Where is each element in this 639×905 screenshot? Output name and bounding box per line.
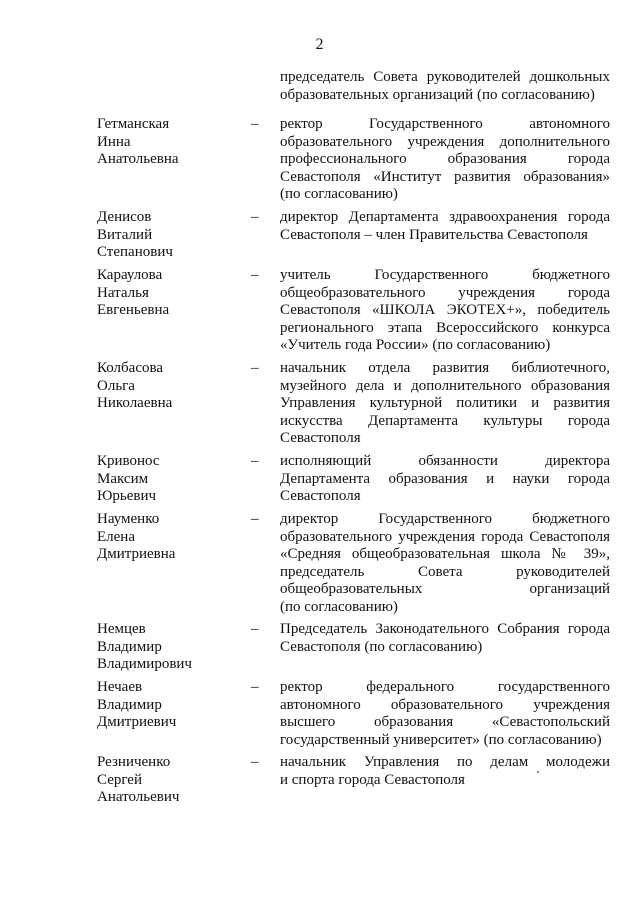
member-description-line: общеобразовательного учреждения города: [280, 284, 610, 301]
member-description-line: Председатель Законодательного Собрания города: [280, 621, 610, 637]
member-name-line: Максим: [97, 470, 149, 487]
member-name-line: Резниченко: [97, 754, 171, 770]
member-name-line: Евгеньевна: [97, 302, 170, 319]
member-name-line: Нечаев: [97, 679, 143, 695]
member-description-line: образовательного учреждения города Севастополя: [280, 528, 610, 545]
member-description-line: высшего образования «Севастопольский: [280, 714, 610, 731]
member-name: [97, 360, 242, 413]
member-description-line: учитель Государственного бюджетного: [280, 267, 610, 283]
member-name-line: Виталий: [97, 226, 153, 243]
member-dash: –: [251, 453, 259, 469]
member-dash: –: [251, 679, 259, 695]
member-name-line: Анатольевич: [97, 789, 180, 806]
member-name-line: Владимир: [97, 638, 162, 655]
member-description-line: Севастополя: [280, 430, 361, 447]
member-description-line: Департамента образования и науки города: [280, 470, 610, 487]
member-name: [97, 267, 242, 320]
member-description-line: Севастополя – член Правительства Севастополя: [280, 226, 588, 243]
member-description-line: профессионального образования города: [280, 151, 610, 168]
member-description: [280, 679, 610, 749]
member-name-line: Караулова: [97, 267, 163, 283]
member-description-line: «Средняя общеобразовательная школа № 39»,: [280, 546, 610, 563]
member-description-line: Севастополя «Институт развития образования»: [280, 168, 610, 185]
member-name-line: Степанович: [97, 244, 173, 261]
member-dash: –: [251, 209, 259, 225]
member-name: [97, 511, 242, 564]
member-name-line: Елена: [97, 528, 135, 545]
member-dash: –: [251, 754, 259, 770]
member-name-line: Ольга: [97, 377, 135, 394]
member-name-line: Наталья: [97, 284, 149, 301]
member-description: [280, 754, 610, 789]
member-name: [97, 209, 242, 262]
member-description-line: директор Государственного бюджетного: [280, 511, 610, 527]
member-name: [97, 116, 242, 169]
member-name-line: Науменко: [97, 511, 160, 527]
member-description-line: (по согласованию): [280, 598, 398, 615]
member-description-line: автономного образовательного учреждения: [280, 696, 610, 713]
page-number: 2: [315, 36, 324, 53]
member-description-line: Управления культурной политики и развития: [280, 395, 610, 412]
member-dash: –: [251, 116, 259, 132]
member-dash: –: [251, 621, 259, 637]
member-description: [280, 116, 610, 204]
member-description-line: Севастополя «ШКОЛА ЭКОТЕХ+», победитель: [280, 302, 610, 319]
member-description-line: «Учитель года России» (по согласованию): [280, 337, 551, 354]
member-description-line: образовательного учреждения дополнительного: [280, 133, 610, 150]
member-description: [280, 267, 610, 355]
member-name-line: Колбасова: [97, 360, 164, 376]
member-name-line: Немцев: [97, 621, 146, 637]
member-description: [280, 209, 610, 244]
member-name: [97, 453, 242, 506]
member-name-line: Владимир: [97, 696, 162, 713]
member-name-line: Дмитриевна: [97, 546, 176, 563]
member-description-line: Севастополя (по согласованию): [280, 638, 483, 655]
member-description-line: ректор Государственного автономного: [280, 116, 610, 132]
member-name-line: Кривонос: [97, 453, 160, 469]
scan-speck: [537, 771, 539, 773]
member-dash: –: [251, 267, 259, 283]
member-description-line: музейного дела и дополнительного образования: [280, 377, 610, 394]
member-description-line: исполняющий обязанности директора: [280, 453, 610, 469]
member-description-line: ректор федерального государственного: [280, 679, 610, 695]
member-description-line: начальник Управления по делам молодежи: [280, 754, 610, 770]
member-name: [97, 754, 242, 807]
member-description-line: и спорта города Севастополя: [280, 771, 465, 788]
member-name-line: Гетманская: [97, 116, 170, 132]
member-dash: –: [251, 360, 259, 376]
member-name-line: Николаевна: [97, 395, 173, 412]
member-name-line: Инна: [97, 133, 131, 150]
member-description-line: (по согласованию): [280, 186, 398, 203]
member-name-line: Юрьевич: [97, 488, 157, 505]
continuation-line: образовательных организаций (по согласованию): [280, 86, 595, 103]
member-description-line: государственный университет» (по согласованию): [280, 731, 602, 748]
continuation-text: [280, 69, 610, 104]
member-description: [280, 511, 610, 617]
member-description-line: начальник отдела развития библиотечного,: [280, 360, 610, 376]
member-description: [280, 621, 610, 656]
member-description-line: председатель Совета руководителей: [280, 563, 610, 580]
member-name: [97, 621, 242, 674]
member-description-line: Севастополя: [280, 488, 361, 505]
member-name-line: Дмитриевич: [97, 714, 177, 731]
member-description-line: искусства Департамента культуры города: [280, 412, 610, 429]
member-name-line: Денисов: [97, 209, 152, 225]
member-name-line: Анатольевна: [97, 151, 179, 168]
member-name-line: Владимирович: [97, 656, 192, 673]
member-dash: –: [251, 511, 259, 527]
member-name-line: Сергей: [97, 771, 142, 788]
member-description: [280, 360, 610, 448]
member-description-line: общеобразовательных организаций: [280, 581, 610, 598]
member-description-line: директор Департамента здравоохранения города: [280, 209, 610, 225]
member-name: [97, 679, 242, 732]
member-description: [280, 453, 610, 506]
member-description-line: регионального этапа Всероссийского конкурса: [280, 319, 610, 336]
continuation-line: председатель Совета руководителей дошкольных: [280, 69, 610, 85]
